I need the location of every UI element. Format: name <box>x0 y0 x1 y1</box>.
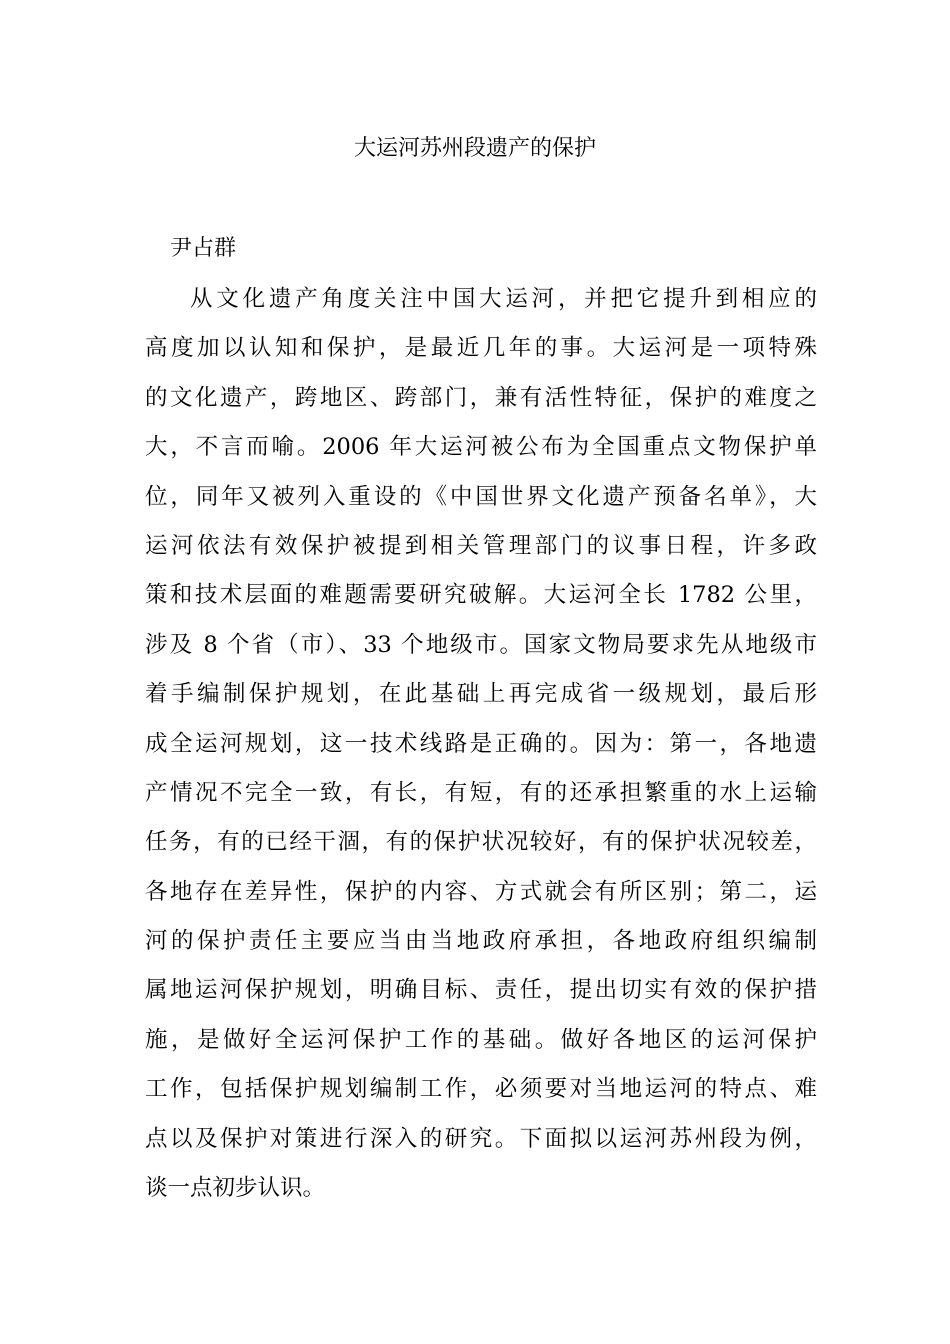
paragraph-line: 属地运河保护规划，明确目标、责任，提出切实有效的保护措 <box>145 977 817 1004</box>
body-paragraph <box>145 280 817 1218</box>
paragraph-line: 运河依法有效保护被提到相关管理部门的议事日程，许多政 <box>145 532 817 559</box>
paragraph-line: 着手编制保护规划，在此基础上再完成省一级规划，最后形 <box>145 681 817 708</box>
paragraph-line: 从文化遗产角度关注中国大运河，并把它提升到相应的 <box>190 286 817 312</box>
paragraph-line: 的文化遗产，跨地区、跨部门，兼有活性特征，保护的难度之 <box>145 384 817 411</box>
paragraph-line: 策和技术层面的难题需要研究破解。大运河全长 1782 公里， <box>145 582 817 609</box>
paragraph-line: 点以及保护对策进行深入的研究。下面拟以运河苏州段为例， <box>145 1125 817 1152</box>
paragraph-line: 产情况不完全一致，有长，有短，有的还承担繁重的水上运输 <box>145 779 817 806</box>
paragraph-line: 大，不言而喻。2006 年大运河被公布为全国重点文物保护单 <box>145 434 817 461</box>
paragraph-line: 任务，有的已经干涸，有的保护状况较好，有的保护状况较差， <box>145 829 817 856</box>
paragraph-line: 谈一点初步认识。 <box>145 1175 326 1202</box>
paragraph-line: 工作，包括保护规划编制工作，必须要对当地运河的特点、难 <box>145 1076 817 1103</box>
paragraph-line: 涉及 8 个省（市）、33 个地级市。国家文物局要求先从地级市 <box>145 631 817 658</box>
paragraph-line: 河的保护责任主要应当由当地政府承担，各地政府组织编制 <box>145 928 817 955</box>
paragraph-line: 成全运河规划，这一技术线路是正确的。因为：第一，各地遗 <box>145 730 817 757</box>
paragraph-line: 高度加以认知和保护，是最近几年的事。大运河是一项特殊 <box>145 335 817 362</box>
paragraph-line: 各地存在差异性，保护的内容、方式就会有所区别；第二，运 <box>145 878 817 905</box>
author-name: 尹占群 <box>170 236 237 261</box>
paragraph-line: 位，同年又被列入重设的《中国世界文化遗产预备名单》，大 <box>145 483 817 510</box>
paragraph-line: 施，是做好全运河保护工作的基础。做好各地区的运河保护 <box>145 1026 817 1053</box>
document-title: 大运河苏州段遗产的保护 <box>353 136 596 161</box>
